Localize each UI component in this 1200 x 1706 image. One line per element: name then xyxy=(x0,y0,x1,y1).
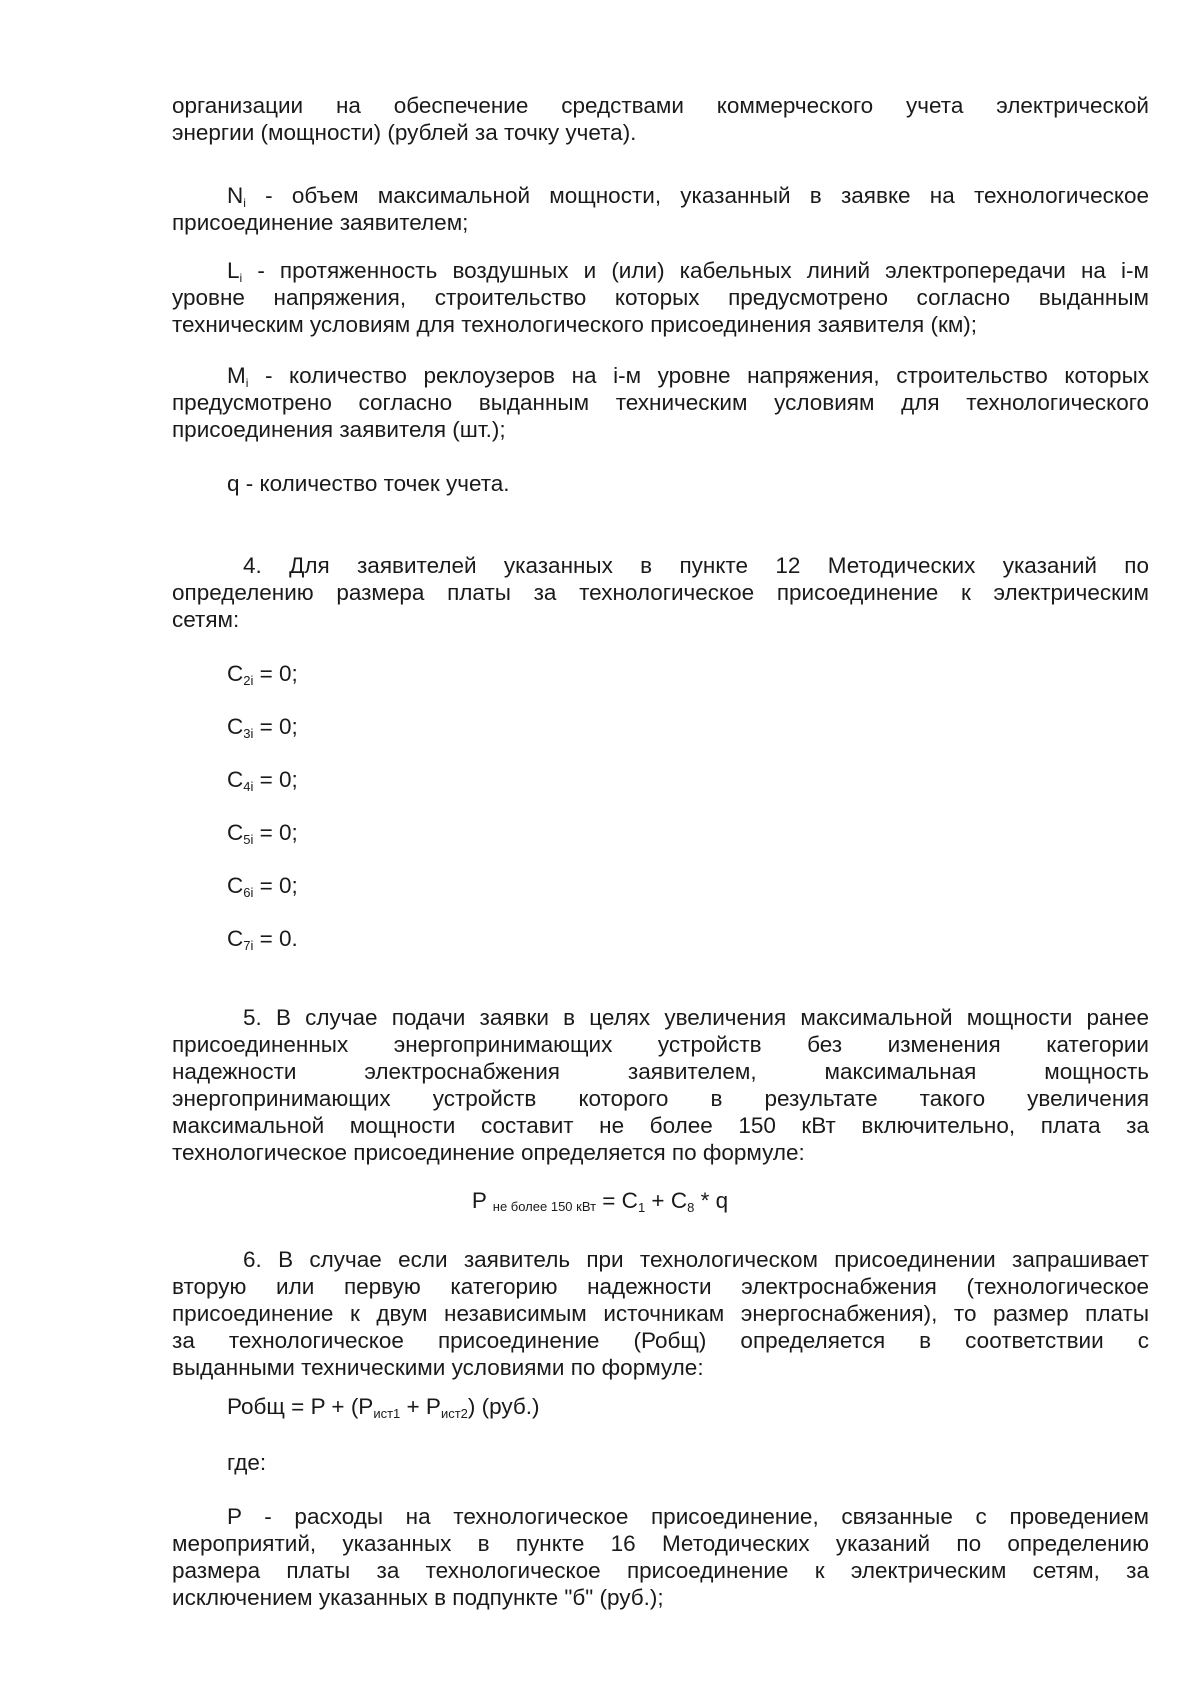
equation-c7: $C_{7i} = 0$. xyxy=(227,926,298,953)
formula-p-total: Робщ = $P + (P_{ист1} + P_{ист2})$ (руб.) xyxy=(227,1394,540,1421)
text-line: мероприятий, указанных в пункте 16 Методических указаний по определению xyxy=(172,1531,1149,1556)
subscript: i xyxy=(243,196,246,210)
equation-c5: $C_{5i} = 0$; xyxy=(227,820,298,847)
equation-c3: $C_{3i} = 0$; xyxy=(227,714,298,741)
equation-c2: $C_{2i} = 0$; xyxy=(227,661,298,688)
definition-l xyxy=(172,257,1149,338)
definition-q: q - количество точек учета. xyxy=(227,471,510,496)
where-label: где: xyxy=(227,1450,267,1475)
text-line: размера платы за технологическое присоединение к электрическим сетям, за xyxy=(172,1558,1149,1583)
section-6-paragraph xyxy=(172,1246,1149,1381)
text-line: 4. Для заявителей указанных в пункте 12 Методических указаний по xyxy=(243,553,1149,578)
text-line: присоединенных энергопринимающих устройств без изменения категории xyxy=(172,1032,1149,1057)
text-line: 6. В случае если заявитель при технологическом присоединении запрашивает xyxy=(243,1247,1149,1272)
symbol-m: M xyxy=(227,363,246,388)
text-line: надежности электроснабжения заявителем, максимальная мощность xyxy=(172,1059,1149,1084)
text-line: энергопринимающих устройств которого в результате такого увеличения xyxy=(172,1086,1149,1111)
text-line: уровне напряжения, строительство которых предусмотрено согласно выданным xyxy=(172,285,1149,310)
text-line: - протяженность воздушных и (или) кабельных линий электропередачи на i-м xyxy=(257,258,1149,283)
text-line: - объем максимальной мощности, указанный в заявке на технологическое xyxy=(265,183,1149,208)
equation-c4: $C_{4i} = 0$; xyxy=(227,767,298,794)
equation-c6: $C_{6i} = 0$; xyxy=(227,873,298,900)
text-line: техническим условиям для технологического присоединения заявителя (км); xyxy=(172,312,978,337)
text-line: технологическое присоединение определяется по формуле: xyxy=(172,1140,805,1165)
text-line: вторую или первую категорию надежности электроснабжения (технологическое xyxy=(172,1274,1149,1299)
text-line: сетям: xyxy=(172,607,240,632)
text-line: присоединения заявителя (шт.); xyxy=(172,417,506,442)
text-line: - количество реклоузеров на i-м уровне напряжения, строительство которых xyxy=(265,363,1149,388)
formula-p-150kw: P $_{не более 150 кВт} = C_1 + C_8 * q$ xyxy=(471,1188,729,1215)
text-line: присоединение к двум независимым источникам энергоснабжения), то размер платы xyxy=(172,1301,1149,1326)
section-4-paragraph xyxy=(172,552,1149,633)
text-line: максимальной мощности составит не более 150 кВт включительно, плата за xyxy=(172,1113,1149,1138)
subscript: i xyxy=(239,271,243,285)
section-5-paragraph xyxy=(172,1004,1149,1166)
text-line: за технологическое присоединение (Робщ) определяется в соответствии с xyxy=(172,1328,1149,1353)
text-line: определению размера платы за технологическое присоединение к электрическим xyxy=(172,580,1149,605)
text-line: организации на обеспечение средствами коммерческого учета электрической xyxy=(172,93,1149,118)
subscript: i xyxy=(245,376,249,390)
text-line: P - расходы на технологическое присоединение, связанные с проведением xyxy=(227,1504,1149,1529)
definition-p xyxy=(172,1503,1149,1611)
text-line: присоединение заявителем; xyxy=(172,210,469,235)
definition-m xyxy=(172,362,1149,443)
paragraph-continuation xyxy=(172,92,1149,146)
symbol-l: L xyxy=(227,258,240,283)
text-line: 5. В случае подачи заявки в целях увеличения максимальной мощности ранее xyxy=(243,1005,1149,1030)
text-line: выданными техническими условиями по формуле: xyxy=(172,1355,704,1380)
text-line: предусмотрено согласно выданным техническим условиям для технологического xyxy=(172,390,1149,415)
symbol-n: N xyxy=(227,183,244,208)
text-line: исключением указанных в подпункте "б" (руб.); xyxy=(172,1585,664,1610)
text-line: энергии (мощности) (рублей за точку учета). xyxy=(172,120,637,145)
definition-n xyxy=(172,182,1149,236)
